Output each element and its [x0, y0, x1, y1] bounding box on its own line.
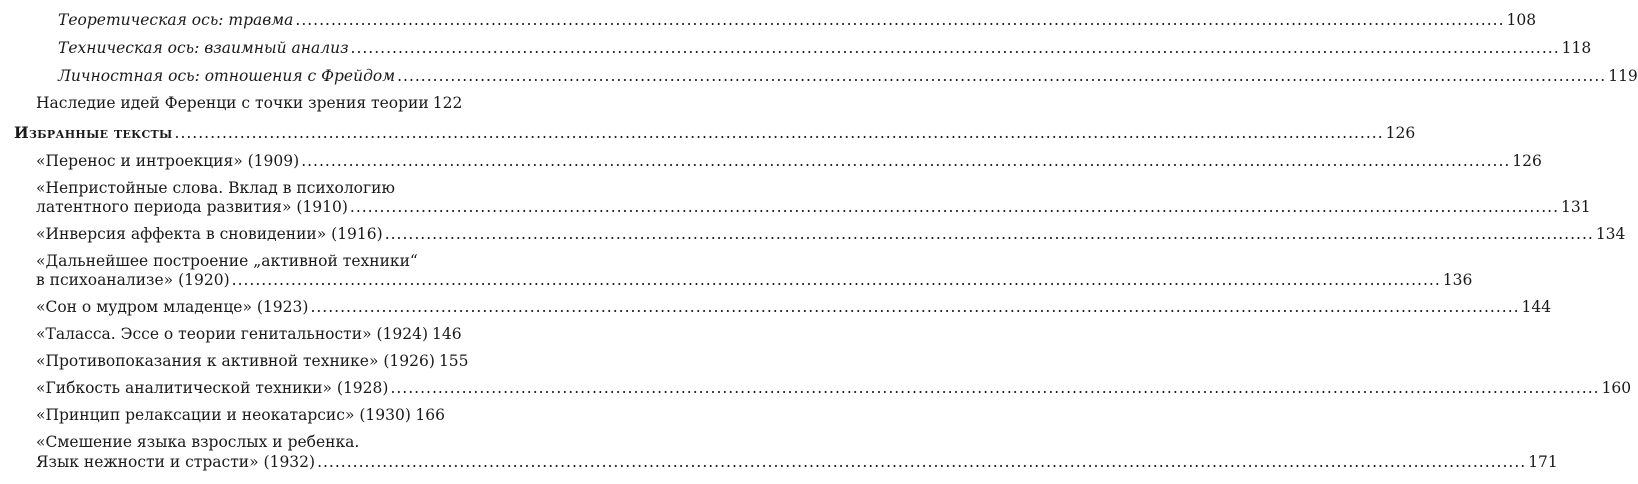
- toc-entry-first-line: «Смешение языка взрослых и ребенка.: [36, 433, 360, 451]
- toc-entry-title: в психоанализе» (1920): [36, 271, 230, 289]
- toc-entry-title: Язык нежности и страсти» (1932): [36, 453, 316, 471]
- toc-entry-title: «Таласса. Эссе о теории генитальности» (1924): [36, 325, 429, 343]
- toc-entry-page: 160: [1601, 379, 1632, 397]
- toc-entry-first-line: «Дальнейшее построение „активной техники“: [36, 252, 418, 270]
- dot-leader: [390, 378, 1599, 398]
- toc-entry-page: 118: [1561, 39, 1592, 57]
- dot-leader: [397, 66, 1606, 86]
- toc-entry: [36, 452, 1558, 472]
- toc-entry-page: 126: [1512, 152, 1542, 170]
- dot-leader: [295, 10, 1504, 30]
- toc-entry-page: 166: [415, 406, 445, 424]
- toc-entry-page: 136: [1442, 271, 1473, 289]
- toc-entry: [36, 151, 1542, 171]
- toc-entry-title: «Перенос и интроекция» (1909): [36, 152, 300, 170]
- toc-entry-page: 146: [432, 325, 462, 343]
- toc-entry-page: 144: [1521, 298, 1552, 316]
- toc-entry-title: «Инверсия аффекта в сновидении» (1916): [36, 225, 383, 243]
- toc-entry-title: «Противопоказания к активной технике» (1926): [36, 352, 435, 370]
- toc-entry: [36, 378, 1632, 398]
- toc-entry-title: «Принцип релаксации и неокатарсис» (1930): [36, 406, 411, 424]
- toc-entry-title: латентного периода развития» (1910): [36, 198, 348, 216]
- toc-entry-title: Личностная ось: отношения с Фрейдом: [58, 67, 396, 85]
- toc-entry-page: 131: [1561, 198, 1591, 216]
- toc-entry: [36, 324, 462, 344]
- dot-leader: [317, 452, 1526, 472]
- toc-entry: [36, 93, 463, 113]
- dot-leader: [350, 197, 1559, 217]
- toc-entry-title: Избранные тексты: [14, 123, 173, 142]
- toc-entry: [36, 351, 469, 371]
- toc-entry-page: 122: [432, 94, 463, 112]
- toc-entry-title: «Гибкость аналитической техники» (1928): [36, 379, 389, 397]
- toc-entry-page: 155: [438, 352, 469, 370]
- toc-entry: [58, 66, 1638, 86]
- toc-entry-page: 171: [1528, 453, 1558, 471]
- toc-entry: [58, 10, 1537, 30]
- toc-entry-page: 108: [1506, 11, 1537, 29]
- toc-entry-title: Техническая ось: взаимный анализ: [58, 39, 349, 57]
- toc-entry: [36, 224, 1626, 244]
- toc-entry-first-line: «Непристойные слова. Вклад в психологию: [36, 179, 395, 197]
- dot-leader: [310, 297, 1519, 317]
- toc-entry-title: «Сон о мудром младенце» (1923): [36, 298, 309, 316]
- toc-entry-title: Теоретическая ось: травма: [58, 11, 294, 29]
- toc-entry: [36, 405, 445, 425]
- dot-leader: [301, 151, 1510, 171]
- toc-entry: [36, 297, 1552, 317]
- toc-entry: [36, 197, 1591, 217]
- toc-entry: [36, 270, 1473, 290]
- toc-entry-title: Наследие идей Ференци с точки зрения теории: [36, 94, 429, 112]
- dot-leader: [413, 405, 414, 425]
- dot-leader: [351, 38, 1560, 58]
- toc-entry-page: 134: [1595, 225, 1626, 243]
- toc-entry-page: 126: [1385, 124, 1416, 142]
- toc-entry-page: 119: [1608, 67, 1638, 85]
- dot-leader: [232, 270, 1441, 290]
- dot-leader: [175, 123, 1384, 143]
- toc-section-heading: [14, 123, 1416, 143]
- toc-entry: [58, 38, 1592, 58]
- dot-leader: [385, 224, 1594, 244]
